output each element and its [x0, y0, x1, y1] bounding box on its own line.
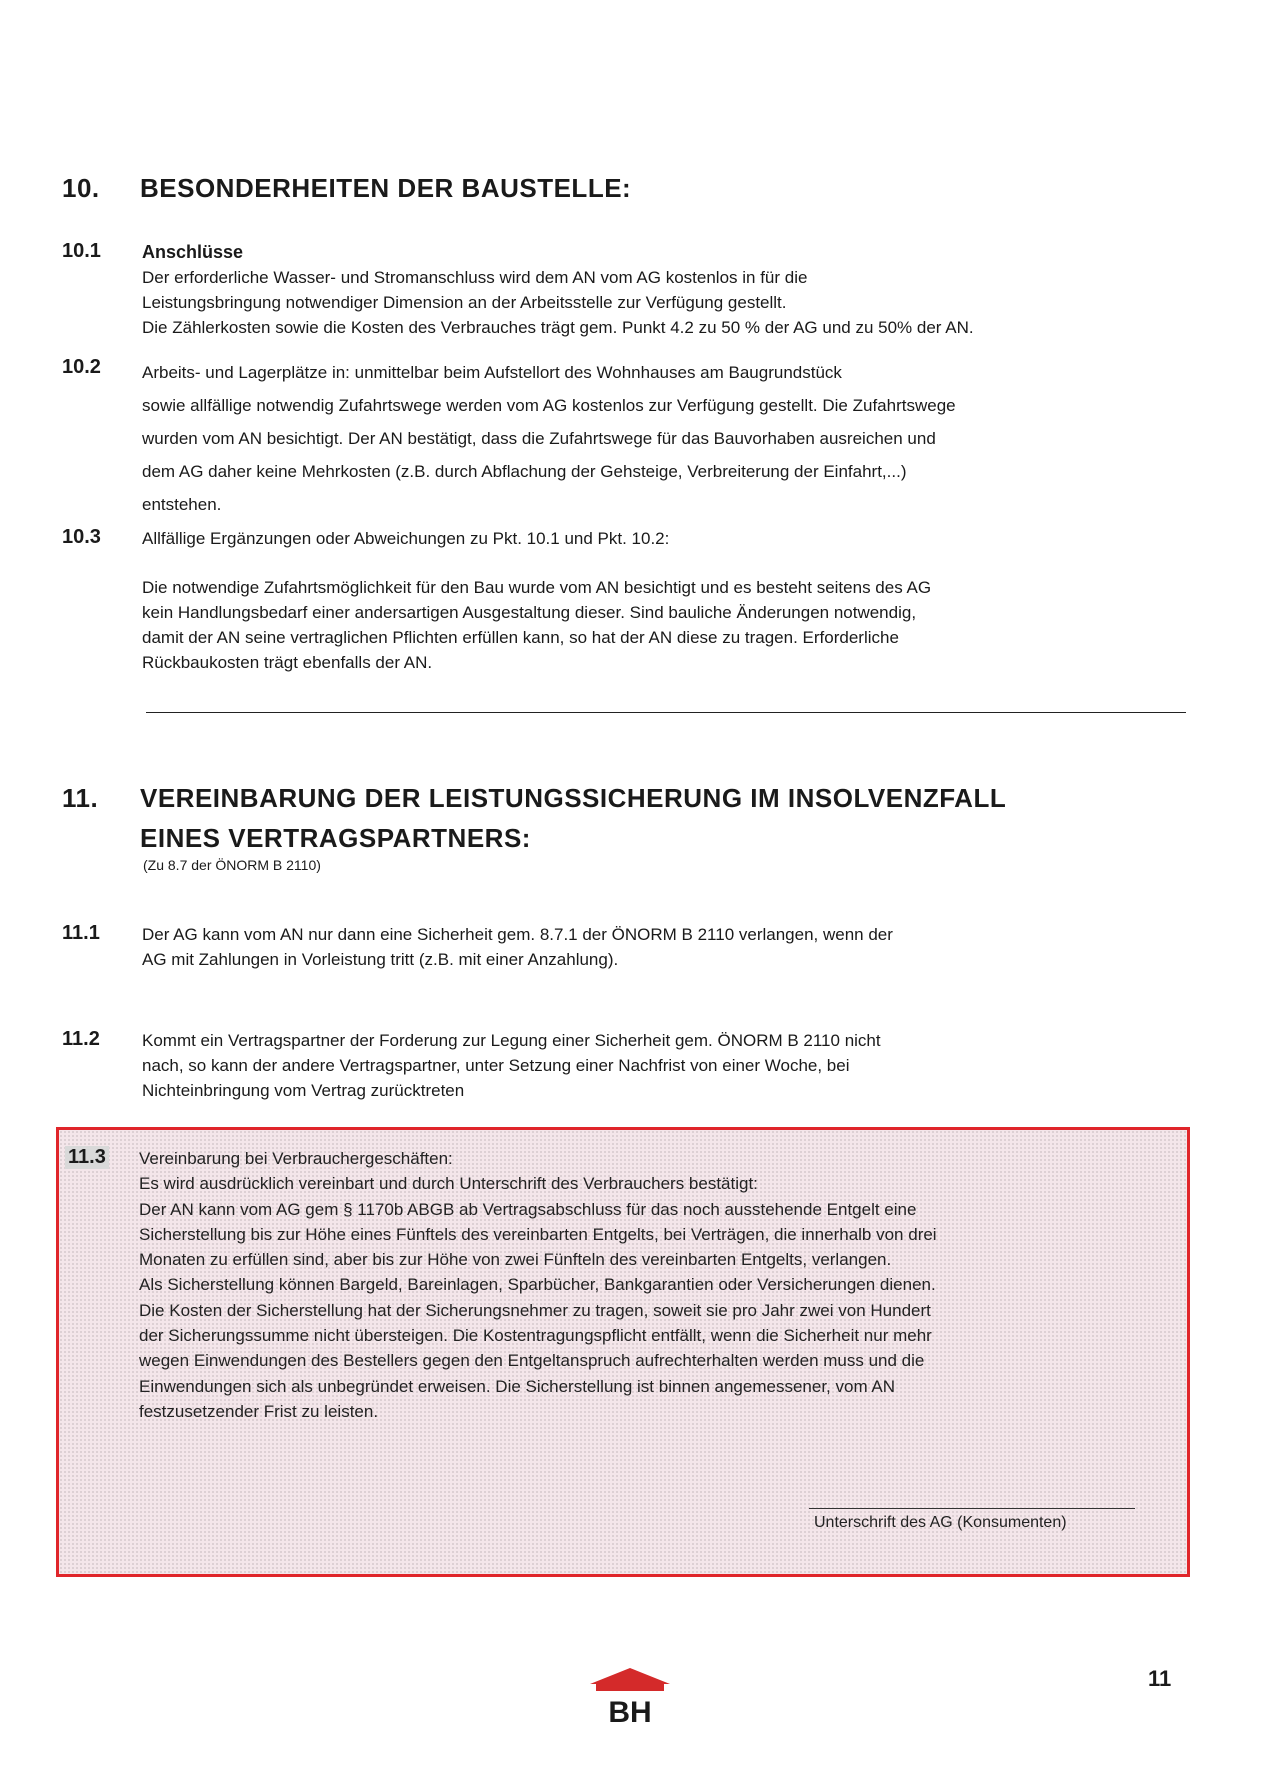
- text-line: Sicherstellung bis zur Höhe eines Fünftels des vereinbarten Entgelts, bei Verträgen, die innerhalb von drei: [139, 1224, 937, 1244]
- signature-line[interactable]: [809, 1508, 1135, 1509]
- clause-heading: Anschlüsse: [142, 242, 244, 262]
- logo-text: BH: [608, 1696, 652, 1728]
- text-line: Kommt ein Vertragspartner der Forderung zur Legung einer Sicherheit gem. ÖNORM B 2110 nicht: [142, 1031, 881, 1050]
- text-line: kein Handlungsbedarf einer andersartigen Ausgestaltung dieser. Sind bauliche Änderungen notwendig,: [142, 603, 917, 622]
- text-line: Einwendungen sich als unbegründet erweisen. Die Sicherstellung ist binnen angemessener, vom AN: [139, 1376, 896, 1396]
- text-line: dem AG daher keine Mehrkosten (z.B. durch Abflachung der Gehsteige, Verbreiterung der Einfahrt,...): [142, 462, 907, 481]
- signature-label: Unterschrift des AG (Konsumenten): [814, 1514, 1067, 1531]
- text-line: damit der AN seine vertraglichen Pflichten erfüllen kann, so hat der AN diese zu tragen. Erforderliche: [142, 628, 899, 647]
- text-line: Es wird ausdrücklich vereinbart und durch Unterschrift des Verbrauchers bestätigt:: [139, 1174, 758, 1194]
- clause-number: 11.1: [62, 922, 100, 944]
- page-number: 11: [1148, 1666, 1172, 1691]
- text-line: Der AG kann vom AN nur dann eine Sicherheit gem. 8.7.1 der ÖNORM B 2110 verlangen, wenn der: [142, 925, 893, 944]
- section-divider: [146, 712, 1186, 713]
- text-line: Die Kosten der Sicherstellung hat der Sicherungsnehmer zu tragen, soweit sie pro Jahr zwei von Hundert: [139, 1300, 931, 1320]
- clause-number: 10.3: [62, 526, 101, 548]
- consumer-agreement-box: [56, 1127, 1190, 1577]
- text-line: Der erforderliche Wasser- und Stromanschluss wird dem AN vom AG kostenlos in für die: [142, 268, 808, 287]
- company-logo: [590, 1666, 670, 1728]
- text-line: nach, so kann der andere Vertragspartner, unter Setzung einer Nachfrist von einer Woche, bei: [142, 1056, 850, 1075]
- section-title-line-2: EINES VERTRAGSPARTNERS:: [140, 823, 531, 853]
- section-title-line-1: VEREINBARUNG DER LEISTUNGSSICHERUNG IM INSOLVENZFALL: [140, 783, 1007, 813]
- text-line: sowie allfällige notwendig Zufahrtswege werden vom AG kostenlos zur Verfügung gestellt. Die Zufahrtswege: [142, 396, 956, 415]
- text-line: Monaten zu erfüllen sind, aber bis zur Höhe von zwei Fünfteln des vereinbarten Entgelts, verlangen.: [139, 1250, 892, 1270]
- text-line: Rückbaukosten trägt ebenfalls der AN.: [142, 653, 433, 672]
- text-line: Die notwendige Zufahrtsmöglichkeit für den Bau wurde vom AN besichtigt und es besteht seitens des AG: [142, 578, 932, 597]
- clause-number: 10.1: [62, 240, 101, 262]
- text-line: entstehen.: [142, 495, 222, 514]
- text-line: wurden vom AN besichtigt. Der AN bestätigt, dass die Zufahrtswege für das Bauvorhaben ausreichen und: [142, 429, 936, 448]
- clause-number: 11.3: [65, 1146, 109, 1169]
- section-number: 11.: [62, 783, 99, 813]
- clause-number: 11.2: [62, 1028, 100, 1050]
- text-line: Als Sicherstellung können Bargeld, Bareinlagen, Sparbücher, Bankgarantien oder Versicherungen dienen.: [139, 1275, 936, 1295]
- clause-number: 10.2: [62, 356, 101, 378]
- logo-roof-icon: [590, 1668, 670, 1684]
- text-line: festzusetzender Frist zu leisten.: [139, 1401, 379, 1421]
- text-line: Vereinbarung bei Verbrauchergeschäften:: [139, 1149, 453, 1168]
- text-line: Leistungsbringung notwendiger Dimension an der Arbeitsstelle zur Verfügung gestellt.: [142, 293, 787, 312]
- logo-band-icon: [596, 1684, 664, 1691]
- clause-intro: Allfällige Ergänzungen oder Abweichungen zu Pkt. 10.1 und Pkt. 10.2:: [142, 529, 670, 548]
- text-line: der Sicherungssumme nicht übersteigen. Die Kostentragungspflicht entfällt, wenn die Sicherheit nur mehr: [139, 1326, 932, 1346]
- section-note: (Zu 8.7 der ÖNORM B 2110): [143, 857, 321, 873]
- text-line: wegen Einwendungen des Bestellers gegen den Entgeltanspruch aufrechterhalten werden muss und die: [139, 1351, 925, 1371]
- text-line: Der AN kann vom AG gem § 1170b ABGB ab Vertragsabschluss für das noch ausstehende Entgelt eine: [139, 1199, 917, 1219]
- text-line: AG mit Zahlungen in Vorleistung tritt (z.B. mit einer Anzahlung).: [142, 950, 619, 969]
- text-line: Arbeits- und Lagerplätze in: unmittelbar beim Aufstellort des Wohnhauses am Baugrundstück: [142, 363, 842, 382]
- text-line: Die Zählerkosten sowie die Kosten des Verbrauches trägt gem. Punkt 4.2 zu 50 % der AG und zu 50% der AN.: [142, 318, 974, 337]
- section-title: BESONDERHEITEN DER BAUSTELLE:: [140, 173, 632, 203]
- section-number: 10.: [62, 173, 100, 203]
- text-line: Nichteinbringung vom Vertrag zurücktreten: [142, 1081, 465, 1100]
